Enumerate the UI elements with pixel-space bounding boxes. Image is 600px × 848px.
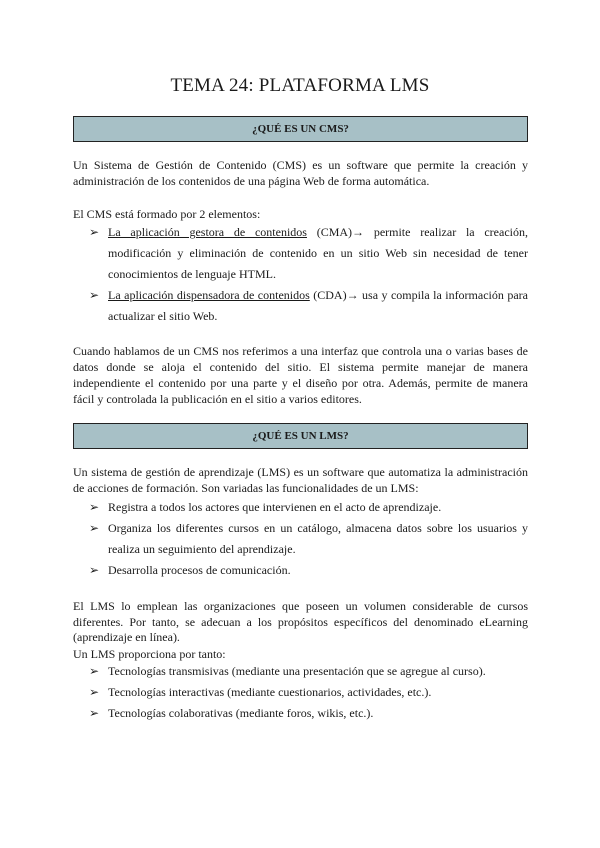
list-item-text: Organiza los diferentes cursos en un catálogo, almacena datos sobre los usuarios y realiza un seguimiento del aprendizaje. xyxy=(108,521,528,556)
arrow-bullet-icon: ➢ xyxy=(89,288,100,302)
list-item-text: Tecnologías colaborativas (mediante foros, wikis, etc.). xyxy=(108,706,374,720)
arrow-bullet-icon: ➢ xyxy=(89,521,100,535)
arrow-bullet-icon: ➢ xyxy=(89,225,100,239)
section-heading-lms: ¿QUÉ ES UN LMS? xyxy=(73,423,528,449)
list-item xyxy=(73,560,528,581)
list-item-text: Tecnologías interactivas (mediante cuestionarios, actividades, etc.). xyxy=(108,685,432,699)
cms-intro-paragraph: Un Sistema de Gestión de Contenido (CMS) es un software que permite la creación y administración de los contenidos de una página Web de forma automática. xyxy=(73,158,528,188)
arrow-bullet-icon: ➢ xyxy=(89,500,100,514)
page-title: TEMA 24: PLATAFORMA LMS xyxy=(170,75,430,96)
list-item xyxy=(73,285,528,327)
list-item-text: Desarrolla procesos de comunicación. xyxy=(108,563,291,577)
list-item xyxy=(73,661,528,682)
list-item xyxy=(73,497,528,518)
lms-intro-paragraph: Un sistema de gestión de aprendizaje (LMS) es un software que automatiza la administración de acciones de formación. Son variadas las funcionalidades de un LMS: xyxy=(73,465,528,495)
list-item-text: Tecnologías transmisivas (mediante una presentación que se agregue al curso). xyxy=(108,664,486,678)
cms-closing-paragraph: Cuando hablamos de un CMS nos referimos a una interfaz que controla una o varias bases de datos donde se aloja el contenido del sitio. El sistema permite manejar de manera independiente el contenido por una parte y el diseño por otra. Además, permite de manera fácil y controlada la publicación en el sitio a varios editores. xyxy=(73,344,528,406)
lms-technologies-list xyxy=(73,661,528,724)
list-item-term: La aplicación dispensadora de contenidos xyxy=(108,288,310,302)
cms-elements-intro: El CMS está formado por 2 elementos: xyxy=(73,207,261,221)
lms-provides-intro: Un LMS proporciona por tanto: xyxy=(73,647,226,661)
list-item xyxy=(73,518,528,560)
cms-elements-list xyxy=(73,222,528,327)
section-heading-cms: ¿QUÉ ES UN CMS? xyxy=(73,116,528,142)
list-item-text: (CMA)→ permite realizar la creación, modificación y eliminación de contenido en un sitio Web sin necesidad de tener conocimientos de lenguaje HTML. xyxy=(108,225,528,281)
arrow-bullet-icon: ➢ xyxy=(89,685,100,699)
lms-usage-paragraph: El LMS lo emplean las organizaciones que poseen un volumen considerable de cursos diferentes. Por tanto, se adecuan a los propósitos específicos del denominado eLearning (aprendizaje en línea). xyxy=(73,599,528,644)
arrow-bullet-icon: ➢ xyxy=(89,563,100,577)
list-item xyxy=(73,703,528,724)
list-item-text: Registra a todos los actores que intervienen en el acto de aprendizaje. xyxy=(108,500,442,514)
lms-functions-list xyxy=(73,497,528,581)
list-item xyxy=(73,222,528,285)
arrow-bullet-icon: ➢ xyxy=(89,706,100,720)
list-item xyxy=(73,682,528,703)
list-item-text: (CDA)→ usa y compila la información para actualizar el sitio Web. xyxy=(108,288,528,323)
arrow-bullet-icon: ➢ xyxy=(89,664,100,678)
list-item-term: La aplicación gestora de contenidos xyxy=(108,225,307,239)
